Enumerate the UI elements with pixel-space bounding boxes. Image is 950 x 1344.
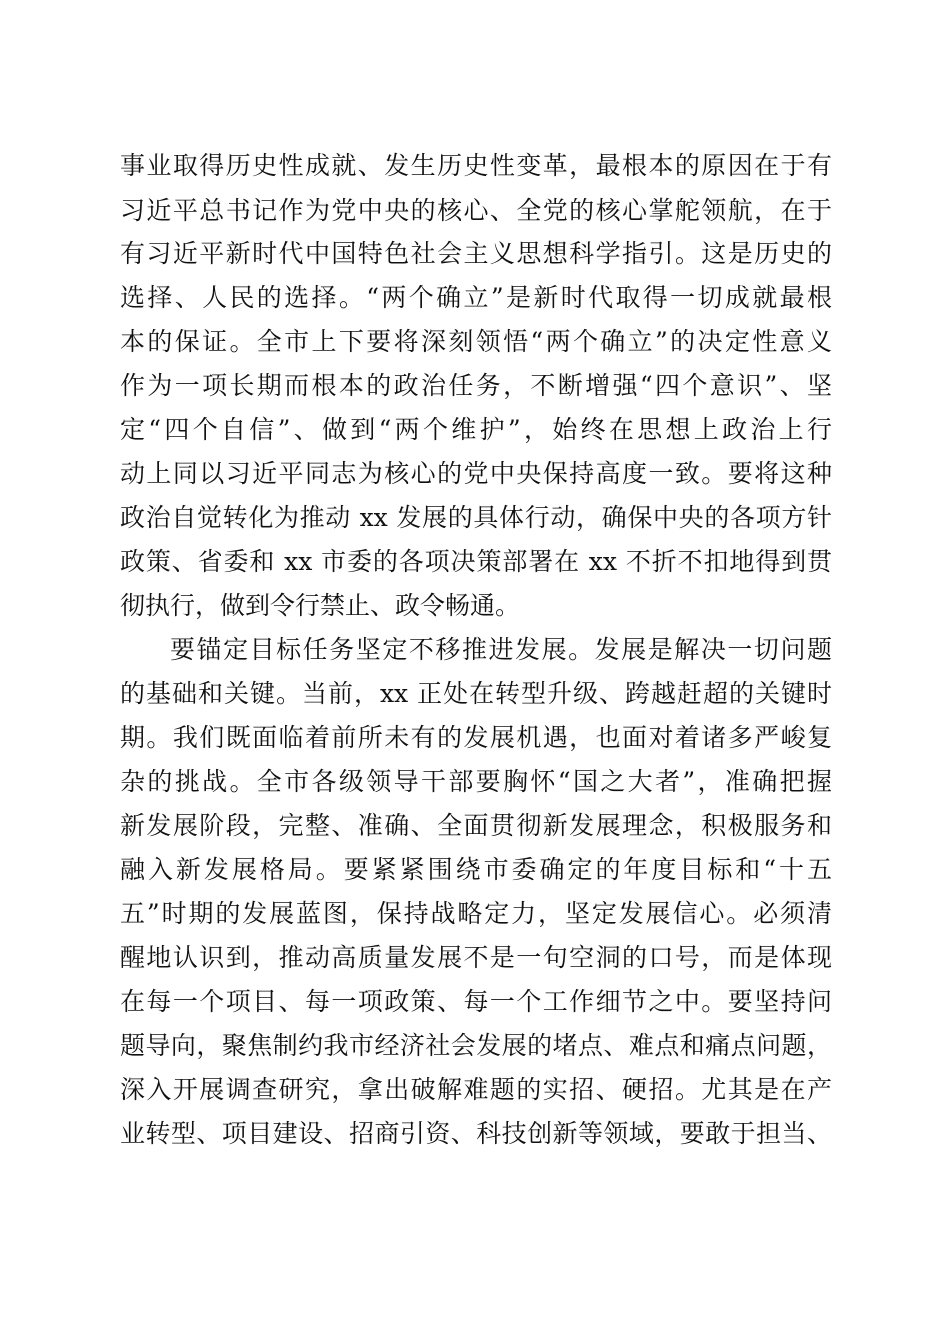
- paragraph-1-line: 彻执行，做到令行禁止、政令畅通。: [120, 591, 521, 620]
- paragraph-2-line: 融入新发展格局。要紧紧围绕市委确定的年度目标和“十五: [120, 855, 832, 884]
- paragraph-2-line: 要锚定目标任务坚定不移推进发展。发展是解决一切问题: [170, 635, 832, 664]
- paragraph-2-line: 五”时期的发展蓝图，保持战略定力，坚定发展信心。必须清: [120, 899, 832, 928]
- paragraph-2-line: 深入开展调查研究，拿出破解难题的实招、硬招。尤其是在产: [120, 1075, 832, 1104]
- paragraph-2-line: 醒地认识到，推动高质量发展不是一句空洞的口号，而是体现: [120, 943, 832, 972]
- paragraph-1-line: 有习近平新时代中国特色社会主义思想科学指引。这是历史的: [120, 239, 832, 268]
- paragraph-2-line: 题导向，聚焦制约我市经济社会发展的堵点、难点和痛点问题，: [120, 1031, 832, 1060]
- paragraph-2-line: 业转型、项目建设、招商引资、科技创新等领域，要敢于担当、: [120, 1119, 832, 1148]
- paragraph-1-line: 本的保证。全市上下要将深刻领悟“两个确立”的决定性意义: [120, 327, 832, 356]
- paragraph-1-line: 事业取得历史性成就、发生历史性变革，最根本的原因在于有: [120, 151, 832, 180]
- paragraph-2-line: 杂的挑战。全市各级领导干部要胸怀“国之大者”，准确把握: [120, 767, 832, 796]
- paragraph-1-line: 动上同以习近平同志为核心的党中央保持高度一致。要将这种: [120, 459, 832, 488]
- paragraph-1-line: 选择、人民的选择。“两个确立”是新时代取得一切成就最根: [120, 283, 832, 312]
- paragraph-1-line: 定“四个自信”、做到“两个维护”，始终在思想上政治上行: [120, 415, 832, 444]
- paragraph-2-line: 新发展阶段，完整、准确、全面贯彻新发展理念，积极服务和: [120, 811, 832, 840]
- paragraph-2-line: 期。我们既面临着前所未有的发展机遇，也面对着诸多严峻复: [120, 723, 832, 752]
- paragraph-1-line: 习近平总书记作为党中央的核心、全党的核心掌舵领航，在于: [120, 196, 832, 225]
- paragraph-1-line: 政治自觉转化为推动 xx 发展的具体行动，确保中央的各项方针: [120, 503, 832, 532]
- paragraph-2-line: 的基础和关键。当前，xx 正处在转型升级、跨越赶超的关键时: [120, 679, 832, 708]
- paragraph-1-line: 政策、省委和 xx 市委的各项决策部署在 xx 不折不扣地得到贯: [120, 547, 832, 576]
- paragraph-2-line: 在每一个项目、每一项政策、每一个工作细节之中。要坚持问: [120, 987, 832, 1016]
- paragraph-1-line: 作为一项长期而根本的政治任务，不断增强“四个意识”、坚: [120, 371, 832, 400]
